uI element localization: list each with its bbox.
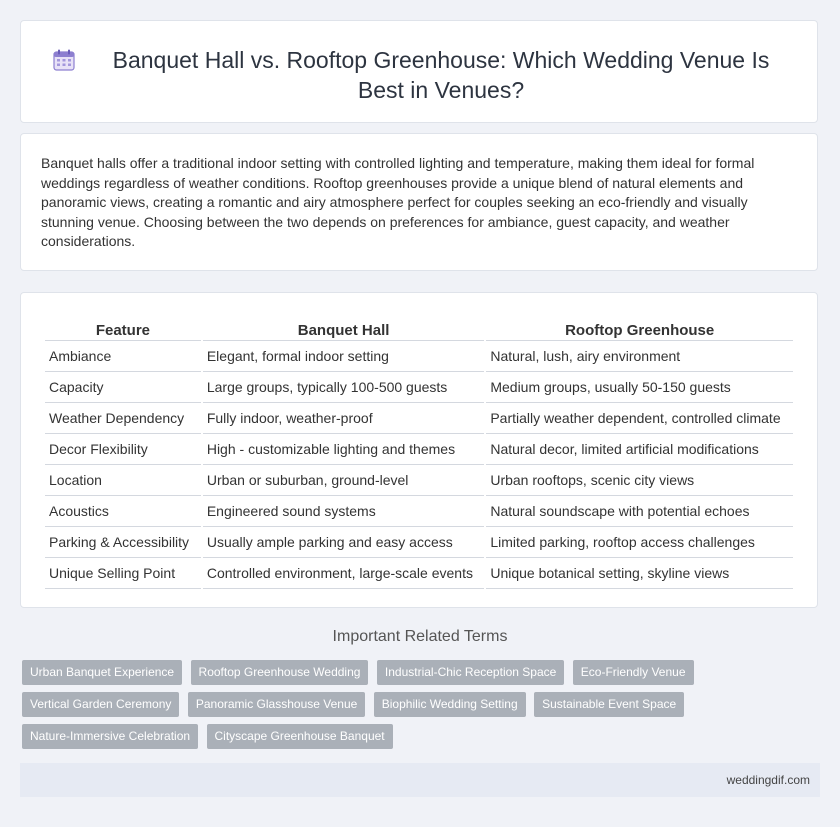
table-cell: Urban rooftops, scenic city views [486, 465, 793, 496]
title-card [20, 20, 818, 123]
table-cell: High - customizable lighting and themes [203, 434, 485, 465]
related-term-tag[interactable]: Cityscape Greenhouse Banquet [207, 724, 393, 749]
table-cell: Ambiance [45, 341, 201, 372]
table-cell: Natural, lush, airy environment [486, 341, 793, 372]
table-row [45, 558, 793, 589]
table-cell: Medium groups, usually 50-150 guests [486, 372, 793, 403]
table-cell: Capacity [45, 372, 201, 403]
table-cell: Urban or suburban, ground-level [203, 465, 485, 496]
table-header-row [45, 315, 793, 341]
calendar-icon [52, 48, 76, 72]
table-cell: Decor Flexibility [45, 434, 201, 465]
related-terms-title: Important Related Terms [332, 628, 508, 645]
related-term-tag[interactable]: Biophilic Wedding Setting [374, 692, 526, 717]
table-row [45, 341, 793, 372]
related-term-tag[interactable]: Sustainable Event Space [534, 692, 684, 717]
comparison-card [20, 292, 818, 608]
table-row [45, 403, 793, 434]
description-card [20, 133, 818, 271]
table-row [45, 496, 793, 527]
table-row [45, 372, 793, 403]
table-cell: Natural soundscape with potential echoes [486, 496, 793, 527]
table-row [45, 527, 793, 558]
table-cell: Partially weather dependent, controlled climate [486, 403, 793, 434]
page-title: Banquet Hall vs. Rooftop Greenhouse: Which Wedding Venue Is Best in Venues? [112, 47, 770, 103]
table-cell: Acoustics [45, 496, 201, 527]
related-term-tag[interactable]: Rooftop Greenhouse Wedding [191, 660, 369, 685]
table-cell: Location [45, 465, 201, 496]
description-text: Banquet halls offer a traditional indoor setting with controlled lighting and temperature, making them ideal for formal weddings regardless of weather conditions. Rooftop greenhouses provide a unique blend of natural elements and panoramic views, creating a romantic and airy atmosphere perfect for couples seeking an eco-friendly and visually stunning venue. Choosing between the two depends on preferences for ambiance, guest capacity, and weather considerations. [41, 155, 755, 250]
comparison-table [43, 315, 795, 589]
table-cell: Large groups, typically 100-500 guests [203, 372, 485, 403]
table-cell: Engineered sound systems [203, 496, 485, 527]
footer-site-link[interactable]: weddingdif.com [726, 773, 810, 787]
table-cell: Fully indoor, weather-proof [203, 403, 485, 434]
table-row [45, 434, 793, 465]
related-term-tag[interactable]: Eco-Friendly Venue [573, 660, 694, 685]
table-row [45, 465, 793, 496]
table-cell: Controlled environment, large-scale events [203, 558, 485, 589]
table-cell: Natural decor, limited artificial modifications [486, 434, 793, 465]
column-header: Banquet Hall [203, 315, 485, 341]
related-term-tag[interactable]: Vertical Garden Ceremony [22, 692, 179, 717]
related-terms-list [22, 660, 802, 756]
table-cell: Parking & Accessibility [45, 527, 201, 558]
column-header: Rooftop Greenhouse [486, 315, 793, 341]
table-cell: Elegant, formal indoor setting [203, 341, 485, 372]
footer [20, 763, 820, 797]
table-cell: Weather Dependency [45, 403, 201, 434]
related-term-tag[interactable]: Nature-Immersive Celebration [22, 724, 198, 749]
table-cell: Usually ample parking and easy access [203, 527, 485, 558]
related-term-tag[interactable]: Industrial-Chic Reception Space [377, 660, 564, 685]
table-cell: Unique botanical setting, skyline views [486, 558, 793, 589]
table-cell: Limited parking, rooftop access challenges [486, 527, 793, 558]
table-cell: Unique Selling Point [45, 558, 201, 589]
related-term-tag[interactable]: Panoramic Glasshouse Venue [188, 692, 365, 717]
related-term-tag[interactable]: Urban Banquet Experience [22, 660, 182, 685]
column-header: Feature [45, 315, 201, 341]
